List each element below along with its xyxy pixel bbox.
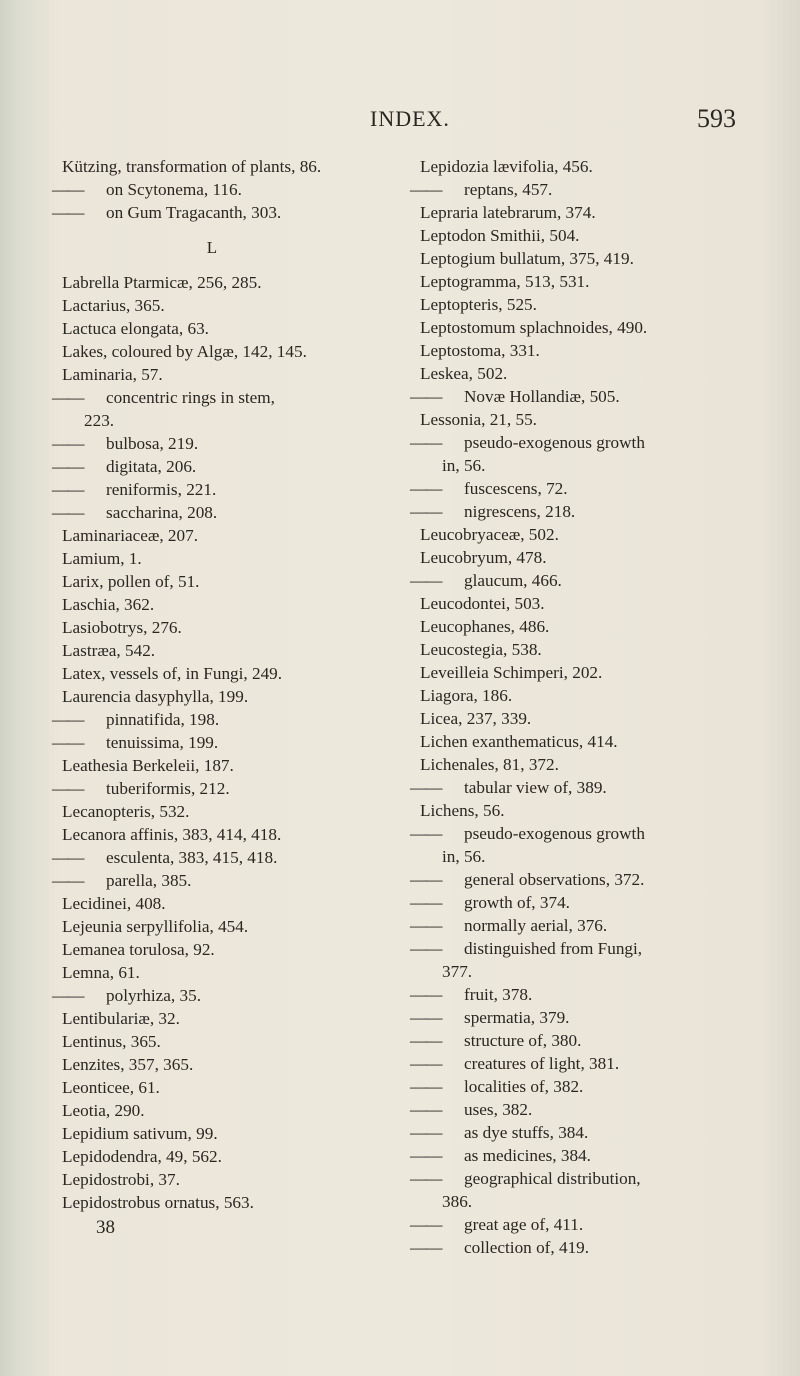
index-subentry: —— reptans, 457.	[420, 178, 772, 201]
index-subentry: —— concentric rings in stem,	[62, 386, 402, 409]
index-entry: Leonticee, 61.	[62, 1078, 160, 1097]
index-entry: Leucophanes, 486.	[420, 617, 550, 636]
index-entry: Lakes, coloured by Algæ, 142, 145.	[62, 342, 307, 361]
index-subentry: —— nigrescens, 218.	[420, 500, 772, 523]
index-subentry: —— tenuissima, 199.	[62, 731, 402, 754]
index-subentry: —— uses, 382.	[420, 1098, 772, 1121]
index-subentry: —— distinguished from Fungi,	[420, 937, 772, 960]
index-entry: Lessonia, 21, 55.	[420, 410, 537, 429]
index-subentry: —— tabular view of, 389.	[420, 776, 772, 799]
index-subentry: —— esculenta, 383, 415, 418.	[62, 846, 402, 869]
index-subentry: —— localities of, 382.	[420, 1075, 772, 1098]
index-subentry: —— general observations, 372.	[420, 868, 772, 891]
index-subentry: —— geographical distribution,	[420, 1167, 772, 1190]
index-entry: Lichenales, 81, 372.	[420, 755, 559, 774]
index-entry: Laminariaceæ, 207.	[62, 526, 199, 545]
index-entry: Laminaria, 57.	[62, 365, 163, 384]
index-entry: Lecanopteris, 532.	[62, 802, 190, 821]
index-entry: Larix, pollen of, 51.	[62, 572, 200, 591]
index-entry: Leucodontei, 503.	[420, 594, 545, 613]
index-entry: Laurencia dasyphylla, 199.	[62, 687, 249, 706]
index-continuation: 386.	[442, 1192, 473, 1211]
index-entry: Lentinus, 365.	[62, 1032, 161, 1051]
index-subentry: —— pseudo-exogenous growth	[420, 822, 772, 845]
index-subentry: —— spermatia, 379.	[420, 1006, 772, 1029]
running-head: INDEX.	[370, 106, 450, 131]
index-subentry: —— digitata, 206.	[62, 455, 402, 478]
index-subentry: —— normally aerial, 376.	[420, 914, 772, 937]
index-continuation: in, 56.	[442, 456, 486, 475]
index-entry: Leptogium bullatum, 375, 419.	[420, 249, 634, 268]
index-subentry: —— structure of, 380.	[420, 1029, 772, 1052]
index-subentry: —— fruit, 378.	[420, 983, 772, 1006]
index-entry: Lentibulariæ, 32.	[62, 1009, 180, 1028]
index-subentry: —— glaucum, 466.	[420, 569, 772, 592]
index-entry: Laschia, 362.	[62, 595, 155, 614]
index-entry: Lastræa, 542.	[62, 641, 156, 660]
index-entry: Leskea, 502.	[420, 364, 508, 383]
index-entry: Lactarius, 365.	[62, 296, 165, 315]
index-entry: Lasiobotrys, 276.	[62, 618, 182, 637]
index-entry: Leucobryum, 478.	[420, 548, 547, 567]
index-subentry: —— Novæ Hollandiæ, 505.	[420, 385, 772, 408]
index-entry: Lepraria latebrarum, 374.	[420, 203, 596, 222]
index-column-left	[62, 155, 402, 1239]
index-subentry: —— fuscescens, 72.	[420, 477, 772, 500]
index-entry: Lemna, 61.	[62, 963, 140, 982]
index-entry: Leptogramma, 513, 531.	[420, 272, 590, 291]
index-entry: Lepidostrobus ornatus, 563.	[62, 1193, 254, 1212]
index-entry: Lepidium sativum, 99.	[62, 1124, 218, 1143]
index-entry: Lejeunia serpyllifolia, 454.	[62, 917, 249, 936]
index-subentry: —— reniformis, 221.	[62, 478, 402, 501]
index-subentry: —— great age of, 411.	[420, 1213, 772, 1236]
index-entry: Leptostomum splachnoides, 490.	[420, 318, 648, 337]
index-entry: Leptopteris, 525.	[420, 295, 537, 314]
index-entry: Kützing, transformation of plants, 86.	[62, 157, 322, 176]
index-entry: Lecidinei, 408.	[62, 894, 166, 913]
index-continuation: 223.	[84, 411, 115, 430]
index-subentry: —— creatures of light, 381.	[420, 1052, 772, 1075]
index-entry: Lichen exanthematicus, 414.	[420, 732, 618, 751]
index-subentry: —— bulbosa, 219.	[62, 432, 402, 455]
signature-mark: 38	[96, 1217, 115, 1238]
index-entry: Licea, 237, 339.	[420, 709, 532, 728]
index-subentry: —— as dye stuffs, 384.	[420, 1121, 772, 1144]
section-letter: L	[206, 238, 218, 257]
index-entry: Leathesia Berkeleii, 187.	[62, 756, 234, 775]
index-subentry: —— collection of, 419.	[420, 1236, 772, 1259]
index-entry: Lepidostrobi, 37.	[62, 1170, 180, 1189]
index-subentry: —— parella, 385.	[62, 869, 402, 892]
index-continuation: 377.	[442, 962, 473, 981]
index-entry: Leveilleia Schimperi, 202.	[420, 663, 603, 682]
index-entry: Labrella Ptarmicæ, 256, 285.	[62, 273, 262, 292]
index-entry: Lecanora affinis, 383, 414, 418.	[62, 825, 282, 844]
index-entry: Leucobryaceæ, 502.	[420, 525, 559, 544]
index-subentry: —— saccharina, 208.	[62, 501, 402, 524]
index-entry: Lamium, 1.	[62, 549, 142, 568]
index-entry: Leotia, 290.	[62, 1101, 145, 1120]
index-subentry: —— on Scytonema, 116.	[62, 178, 402, 201]
index-entry: Liagora, 186.	[420, 686, 513, 705]
index-subentry: —— on Gum Tragacanth, 303.	[62, 201, 402, 224]
index-subentry: —— as medicines, 384.	[420, 1144, 772, 1167]
index-subentry: —— pseudo-exogenous growth	[420, 431, 772, 454]
index-subentry: —— pinnatifida, 198.	[62, 708, 402, 731]
index-column-right	[420, 155, 772, 1259]
index-entry: Lemanea torulosa, 92.	[62, 940, 215, 959]
index-entry: Leptodon Smithii, 504.	[420, 226, 580, 245]
page-number: 593	[697, 104, 736, 133]
index-subentry: —— tuberiformis, 212.	[62, 777, 402, 800]
index-subentry: —— growth of, 374.	[420, 891, 772, 914]
page-header	[0, 106, 800, 136]
index-entry: Leucostegia, 538.	[420, 640, 542, 659]
index-entry: Lepidodendra, 49, 562.	[62, 1147, 222, 1166]
index-continuation: in, 56.	[442, 847, 486, 866]
index-entry: Lepidozia lævifolia, 456.	[420, 157, 593, 176]
index-entry: Latex, vessels of, in Fungi, 249.	[62, 664, 283, 683]
index-entry: Leptostoma, 331.	[420, 341, 540, 360]
index-subentry: —— polyrhiza, 35.	[62, 984, 402, 1007]
index-entry: Lactuca elongata, 63.	[62, 319, 209, 338]
index-entry: Lenzites, 357, 365.	[62, 1055, 194, 1074]
index-entry: Lichens, 56.	[420, 801, 505, 820]
